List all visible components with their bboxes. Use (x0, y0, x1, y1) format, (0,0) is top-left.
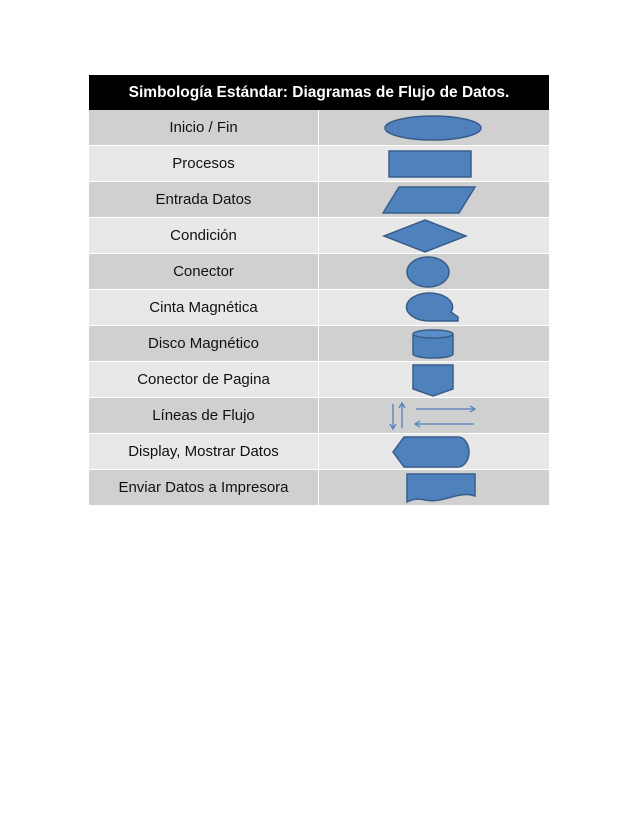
table-row (89, 398, 549, 434)
process-rectangle-icon (319, 146, 549, 182)
table-row (89, 434, 549, 470)
row-symbol (319, 470, 549, 505)
off-page-connector-icon (319, 362, 549, 398)
table-row (89, 362, 549, 398)
data-parallelogram-icon (319, 182, 549, 218)
decision-diamond-icon (319, 218, 549, 254)
row-symbol (319, 146, 549, 181)
row-label: Enviar Datos a Impresora (89, 470, 319, 505)
row-symbol (319, 182, 549, 217)
flowchart-symbols-table (89, 75, 549, 506)
row-symbol (319, 290, 549, 325)
document-printer-icon (319, 470, 549, 506)
row-label: Inicio / Fin (89, 110, 319, 145)
display-icon (319, 434, 549, 470)
flow-lines-arrows-icon (319, 398, 549, 434)
row-label: Líneas de Flujo (89, 398, 319, 433)
magnetic-disk-cylinder-icon (319, 326, 549, 362)
table-row (89, 470, 549, 506)
row-symbol (319, 326, 549, 361)
row-label: Cinta Magnética (89, 290, 319, 325)
table-title: Simbología Estándar: Diagramas de Flujo de Datos. (89, 75, 549, 110)
row-label: Conector (89, 254, 319, 289)
table-row (89, 290, 549, 326)
table-row (89, 218, 549, 254)
table-row (89, 110, 549, 146)
row-label: Conector de Pagina (89, 362, 319, 397)
row-label: Disco Magnético (89, 326, 319, 361)
magnetic-tape-icon (319, 290, 549, 326)
connector-circle-icon (319, 254, 549, 290)
row-symbol (319, 362, 549, 397)
table-row (89, 182, 549, 218)
row-symbol (319, 218, 549, 253)
table-row (89, 326, 549, 362)
table-row (89, 146, 549, 182)
row-label: Condición (89, 218, 319, 253)
table-row (89, 254, 549, 290)
row-label: Procesos (89, 146, 319, 181)
terminator-oval-icon (319, 110, 549, 146)
row-symbol (319, 434, 549, 469)
row-label: Entrada Datos (89, 182, 319, 217)
row-label: Display, Mostrar Datos (89, 434, 319, 469)
row-symbol (319, 110, 549, 145)
row-symbol (319, 398, 549, 433)
row-symbol (319, 254, 549, 289)
